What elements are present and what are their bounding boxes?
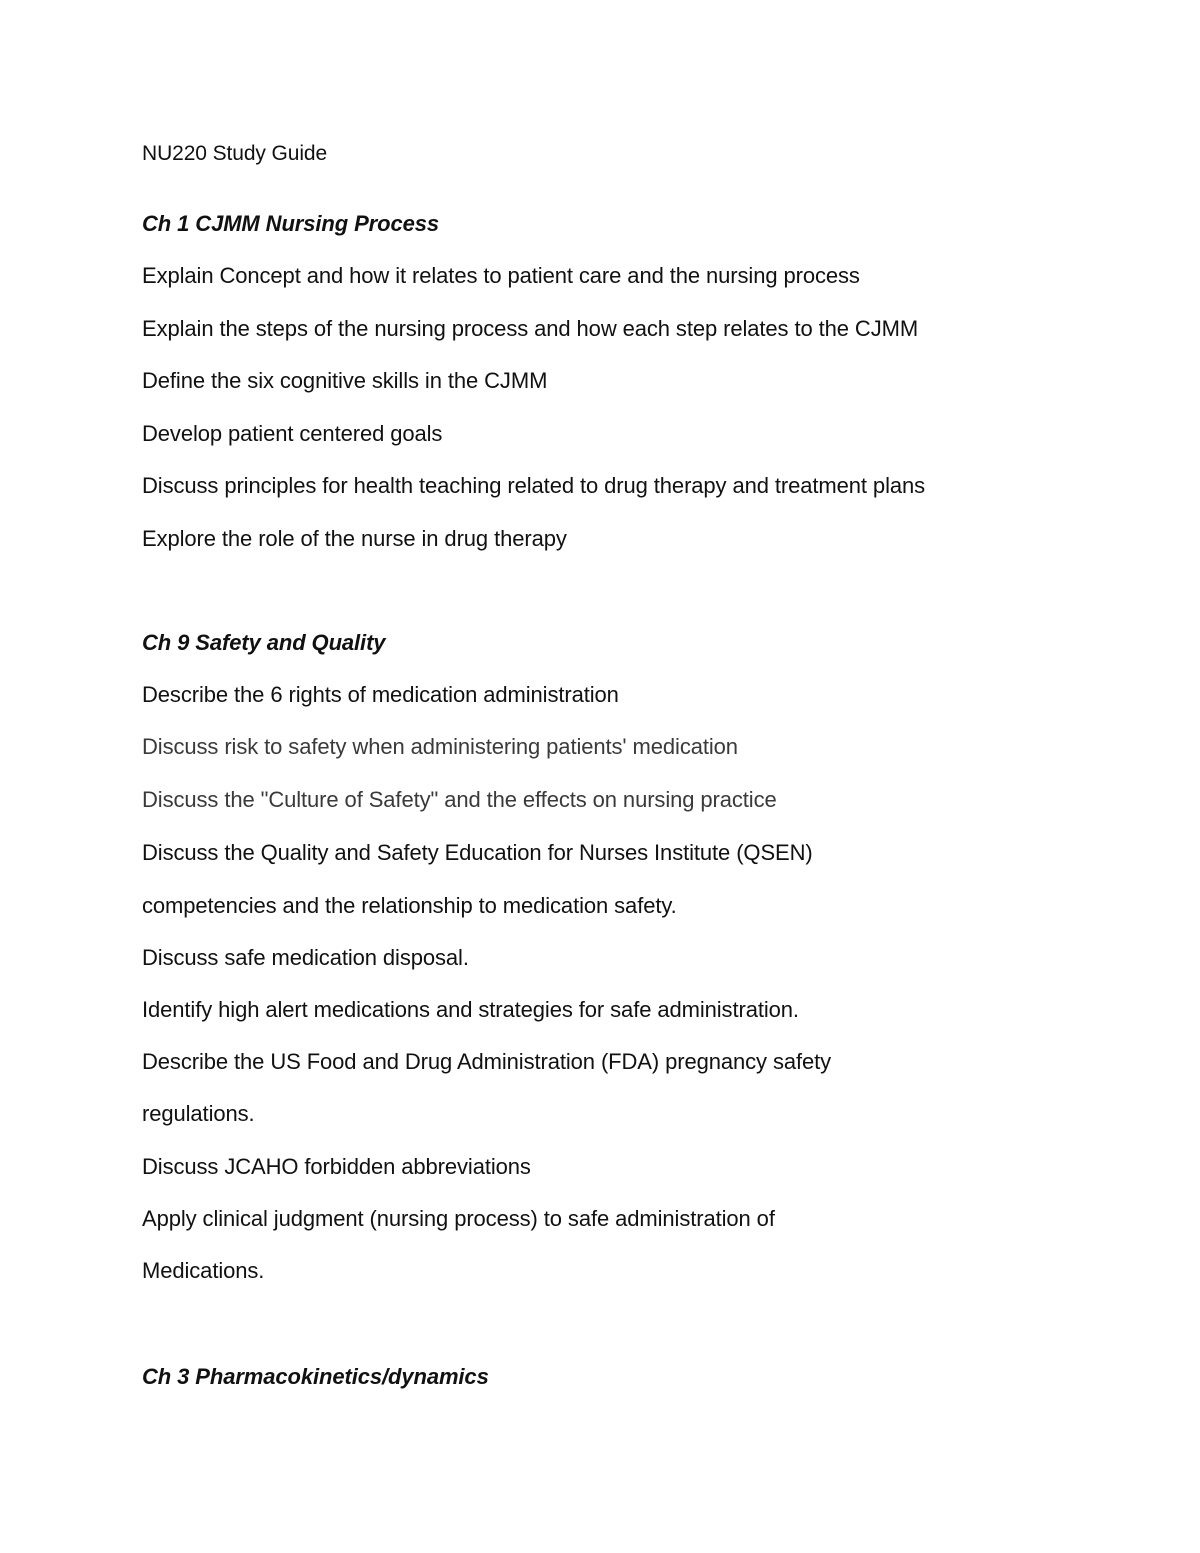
list-item: competencies and the relationship to medication safety. — [142, 893, 677, 918]
list-item: Explain Concept and how it relates to patient care and the nursing process — [142, 263, 860, 288]
list-item: regulations. — [142, 1101, 255, 1126]
list-item: Discuss safe medication disposal. — [142, 945, 469, 970]
list-item: Apply clinical judgment (nursing process) to safe administration of — [142, 1206, 775, 1231]
list-item: Explain the steps of the nursing process and how each step relates to the CJMM — [142, 316, 919, 341]
document-title: NU220 Study Guide — [142, 142, 328, 165]
list-item: Discuss principles for health teaching related to drug therapy and treatment plans — [142, 473, 926, 498]
list-item: Explore the role of the nurse in drug therapy — [142, 526, 567, 551]
list-item: Discuss the Quality and Safety Education for Nurses Institute (QSEN) — [142, 840, 813, 865]
list-item: Describe the US Food and Drug Administration (FDA) pregnancy safety — [142, 1049, 832, 1074]
list-item: Discuss risk to safety when administering patients' medication — [142, 734, 738, 759]
list-item: Medications. — [142, 1258, 265, 1283]
list-item: Describe the 6 rights of medication administration — [142, 682, 619, 707]
list-item: Develop patient centered goals — [142, 421, 443, 446]
section-heading-ch1: Ch 1 CJMM Nursing Process — [142, 211, 440, 236]
list-item: Define the six cognitive skills in the CJMM — [142, 368, 548, 393]
list-item: Identify high alert medications and strategies for safe administration. — [142, 997, 799, 1022]
section-heading-ch9: Ch 9 Safety and Quality — [142, 630, 386, 655]
section-heading-ch3: Ch 3 Pharmacokinetics/dynamics — [142, 1364, 489, 1389]
list-item: Discuss JCAHO forbidden abbreviations — [142, 1154, 531, 1179]
list-item: Discuss the "Culture of Safety" and the effects on nursing practice — [142, 787, 777, 812]
